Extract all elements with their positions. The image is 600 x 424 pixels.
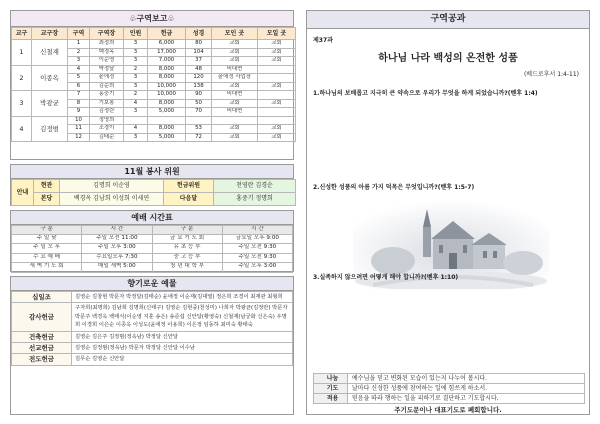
gyogu-leader: 김정범	[32, 116, 68, 142]
worship-header: 구 분	[12, 226, 82, 235]
meet-place: 교회	[258, 48, 296, 57]
offering-amount: 8,000	[148, 99, 186, 108]
service-location-label: 본당	[34, 193, 60, 206]
offering-amount: 6,000	[148, 40, 186, 49]
offering-type: 십일조	[12, 292, 72, 303]
service-role-label: 헌금위원	[164, 180, 214, 193]
met-place: 교회	[212, 99, 258, 108]
area-number: 3	[68, 57, 90, 66]
attendance-count: 3	[124, 108, 148, 117]
gyogu-leader: 신철재	[32, 40, 68, 66]
area-leader: 김정란	[90, 108, 124, 117]
worship-service-time: 주일 오후 3:00	[82, 244, 152, 254]
worship-service-time: 수요일오후 7:30	[82, 253, 152, 263]
gyogu-number: 4	[12, 116, 32, 142]
area-number: 1	[68, 40, 90, 49]
offering-amount: 5,000	[148, 133, 186, 142]
attendance-count: 3	[124, 133, 148, 142]
area-number: 6	[68, 82, 90, 91]
met-place: 윤애정 사업장	[212, 74, 258, 83]
bible-count: 104	[186, 48, 212, 57]
lesson-summary-table	[313, 373, 585, 404]
header-gyogu: 교구	[12, 28, 32, 40]
meet-place	[258, 65, 296, 74]
offering-row	[12, 343, 293, 354]
area-number: 11	[68, 125, 90, 134]
offering-type: 선교헌금	[12, 343, 72, 354]
met-place: 교회	[212, 48, 258, 57]
area-number: 7	[68, 91, 90, 100]
summary-text: 날마다 신성한 성품에 참여하는 일에 힘쓰게 하소서.	[348, 384, 585, 394]
area-leader: 정영희	[90, 116, 124, 125]
gyogu-number: 2	[12, 65, 32, 91]
header-meet-place: 모일 곳	[258, 28, 296, 40]
offerings-table	[11, 291, 293, 366]
lesson-panel	[306, 10, 590, 415]
meet-place: 교회	[258, 99, 296, 108]
offering-amount: 8,000	[148, 65, 186, 74]
meet-place: 교회	[258, 57, 296, 66]
worship-service-name: 중 고 등 부	[152, 253, 222, 263]
worship-service-time: 금요일 오후 9:00	[222, 234, 292, 244]
meet-place: 교회	[258, 82, 296, 91]
meet-place	[258, 74, 296, 83]
lesson-panel-title: 구역공과	[307, 11, 589, 29]
area-number: 10	[68, 116, 90, 125]
service-role-names: 천영란 김경순	[214, 180, 296, 193]
district-report-row	[12, 40, 296, 49]
offering-type: 전도헌금	[12, 354, 72, 365]
offering-row	[12, 303, 293, 331]
worship-schedule-panel	[10, 210, 294, 272]
meet-place: 교회	[258, 133, 296, 142]
met-place: 교회	[212, 125, 258, 134]
summary-row	[314, 384, 585, 394]
worship-service-time: 매일 새벽 5:00	[82, 263, 152, 273]
service-row	[12, 193, 296, 206]
met-place: 교회	[212, 40, 258, 49]
worship-service-name: 청 년 대 학 부	[152, 263, 222, 273]
area-number: 4	[68, 65, 90, 74]
attendance-count: 4	[124, 125, 148, 134]
attendance-count: 3	[124, 48, 148, 57]
bible-count: 120	[186, 74, 212, 83]
attendance-count: 3	[124, 40, 148, 49]
bible-count: 72	[186, 133, 212, 142]
header-met-place: 모인 곳	[212, 28, 258, 40]
area-number: 5	[68, 74, 90, 83]
meet-place: 교회	[258, 125, 296, 134]
district-report-row	[12, 116, 296, 125]
meet-place: 교회	[258, 40, 296, 49]
area-leader: 김태순	[90, 133, 124, 142]
service-names: 김명희 이순영	[60, 180, 164, 193]
header-bible: 성경	[186, 28, 212, 40]
header-area-leader: 구역장	[90, 28, 124, 40]
lesson-question-2: 2.신성한 성품의 아름 가지 덕목은 무엇입니까?(벧후 1:5-7)	[313, 184, 475, 191]
offerings-panel	[10, 276, 294, 415]
offering-amount: 10,000	[148, 82, 186, 91]
gyogu-leader: 이종옥	[32, 65, 68, 91]
offering-type: 건축헌금	[12, 331, 72, 342]
bible-count: 50	[186, 99, 212, 108]
met-place: 비대면	[212, 91, 258, 100]
meet-place	[258, 108, 296, 117]
district-report-table	[11, 27, 296, 142]
attendance-count: 4	[124, 99, 148, 108]
header-offering: 헌금	[148, 28, 186, 40]
meet-place	[258, 91, 296, 100]
offering-amount: 8,000	[148, 125, 186, 134]
offering-type: 감사헌금	[12, 303, 72, 331]
met-place: 교회	[212, 57, 258, 66]
bible-count: 48	[186, 65, 212, 74]
worship-header: 구 분	[152, 226, 222, 235]
attendance-count: 3	[124, 57, 148, 66]
offering-amount: 8,000	[148, 74, 186, 83]
area-leader: 백경옥	[90, 48, 124, 57]
worship-header: 시 간	[82, 226, 152, 235]
offering-names: 김무순 김영순 신안달	[72, 354, 293, 365]
offering-amount: 5,000	[148, 108, 186, 117]
offering-names: 김영순 김은주 김정범(정옥남) 박정달 신안달	[72, 331, 293, 342]
service-committee-title: 11월 봉사 위원	[11, 165, 293, 179]
worship-row	[12, 244, 293, 254]
worship-service-time: 주일 오전 11:00	[82, 234, 152, 244]
offering-names: 구자희(최명희) 김남희 김명희(신태구) 김영순 김현중(천성미) 나희자 박광균(김정란) 박문자 박문주 백경옥 백태식(이순영 지훈 송은) 송준섭 신안달(황영숙) 신철재(남궁화 신은숙) 우명희 이경희 이은순 이종옥 이성도(윤애정 이용희) 이은정 임동하 최미숙 황태숙	[72, 303, 293, 331]
summary-text: 예수님을 믿고 변화된 모습이 있는지 나누어 봅시다.	[348, 374, 585, 384]
area-leader: 기보봉	[90, 99, 124, 108]
attendance-count: 3	[124, 82, 148, 91]
bible-count: 37	[186, 57, 212, 66]
area-leader: 최정희	[90, 40, 124, 49]
met-place: 비대면	[212, 108, 258, 117]
header-area: 구역	[68, 28, 90, 40]
lesson-number: 제37과	[313, 37, 333, 44]
gyogu-number: 3	[12, 91, 32, 117]
met-place: 교회	[212, 82, 258, 91]
district-report-row	[12, 91, 296, 100]
worship-row	[12, 263, 293, 273]
area-leader: 박정달	[90, 65, 124, 74]
summary-row	[314, 374, 585, 384]
area-number: 9	[68, 108, 90, 117]
attendance-count: 3	[124, 74, 148, 83]
closing-prayer: 주기도문이나 대표기도로 폐회합니다.	[394, 406, 502, 414]
bible-count: 80	[186, 40, 212, 49]
worship-service-time: 주일 오전 9:30	[222, 244, 292, 254]
offering-row	[12, 331, 293, 342]
offering-names: 김영순 김창현 박문자 박정달(김태순) 윤애정 이순재(김대열) 정은희 조경이 최재관 최형희	[72, 292, 293, 303]
worship-header: 시 간	[222, 226, 292, 235]
service-location-label: 현관	[34, 180, 60, 193]
service-committee-table	[11, 179, 296, 206]
service-committee-panel	[10, 164, 294, 206]
bible-count	[186, 116, 212, 125]
bible-count: 90	[186, 91, 212, 100]
gyogu-number: 1	[12, 40, 32, 66]
worship-service-time: 주일 오전 9:30	[222, 253, 292, 263]
service-names: 백경옥 김남희 이성희 이세연	[60, 193, 164, 206]
service-role-names: 홍중기 정명희	[214, 193, 296, 206]
lesson-question-1: 1.하나님의 보배롭고 지극히 큰 약속으로 우리가 무엇을 하게 되었습니까?(벧후 1:4)	[313, 90, 538, 97]
meet-place	[258, 116, 296, 125]
summary-label: 적용	[314, 394, 348, 404]
worship-row	[12, 234, 293, 244]
worship-header-row	[12, 226, 293, 235]
gyogu-leader: 박광균	[32, 91, 68, 117]
area-leader: 홍중기	[90, 91, 124, 100]
area-leader: 조경이	[90, 125, 124, 134]
offering-amount: 17,000	[148, 48, 186, 57]
offering-amount: 10,000	[148, 91, 186, 100]
district-report-header-row	[12, 28, 296, 40]
worship-schedule-title: 예배 시간표	[11, 211, 293, 225]
header-gyogu-leader: 교구장	[32, 28, 68, 40]
attendance-count: 2	[124, 91, 148, 100]
offering-row	[12, 292, 293, 303]
offering-names: 김영순 김정범(정옥남) 박문자 박정달 신안달 이수남	[72, 343, 293, 354]
area-number: 8	[68, 99, 90, 108]
worship-schedule-table	[11, 225, 293, 273]
offerings-title: 향기로운 예물	[11, 277, 293, 291]
met-place	[212, 116, 258, 125]
bible-count: 138	[186, 82, 212, 91]
lesson-title: 하나님 나라 백성의 온전한 성품	[378, 53, 518, 64]
worship-service-name: 유 초 등 부	[152, 244, 222, 254]
guide-label: 안내	[12, 180, 34, 206]
service-role-label: 다음달	[164, 193, 214, 206]
worship-service-name: 새 벽 기 도 회	[12, 263, 82, 273]
district-report-title: ♧구역보고♧	[11, 11, 293, 27]
offering-amount: 7,000	[148, 57, 186, 66]
district-report-row	[12, 65, 296, 74]
bible-count: 70	[186, 108, 212, 117]
worship-row	[12, 253, 293, 263]
summary-text: 믿음을 따라 행하는 일을 피하기로 결단하고 기도합시다.	[348, 394, 585, 404]
attendance-count	[124, 116, 148, 125]
area-leader: 이순영	[90, 57, 124, 66]
worship-service-name: 수 요 예 배	[12, 253, 82, 263]
summary-row	[314, 394, 585, 404]
met-place: 비대면	[212, 65, 258, 74]
worship-service-name: 주 일 낮	[12, 234, 82, 244]
worship-service-name: 금 요 기 도 회	[152, 234, 222, 244]
bible-count: 53	[186, 125, 212, 134]
area-number: 12	[68, 133, 90, 142]
worship-service-time: 주일 오후 3:00	[222, 263, 292, 273]
worship-service-name: 주 일 오 후	[12, 244, 82, 254]
header-count: 인원	[124, 28, 148, 40]
summary-label: 기도	[314, 384, 348, 394]
lesson-reference: (베드로후서 1:4-11)	[523, 71, 579, 78]
offering-row	[12, 354, 293, 365]
met-place: 교회	[212, 133, 258, 142]
area-number: 2	[68, 48, 90, 57]
summary-label: 나눔	[314, 374, 348, 384]
lesson-question-3: 3.실족하지 않으려면 어떻게 해야 합니까?(벧후 1:10)	[313, 274, 459, 281]
attendance-count: 2	[124, 65, 148, 74]
service-row	[12, 180, 296, 193]
area-leader: 김순희	[90, 82, 124, 91]
district-report-panel	[10, 10, 294, 160]
offering-amount	[148, 116, 186, 125]
area-leader: 윤애정	[90, 74, 124, 83]
